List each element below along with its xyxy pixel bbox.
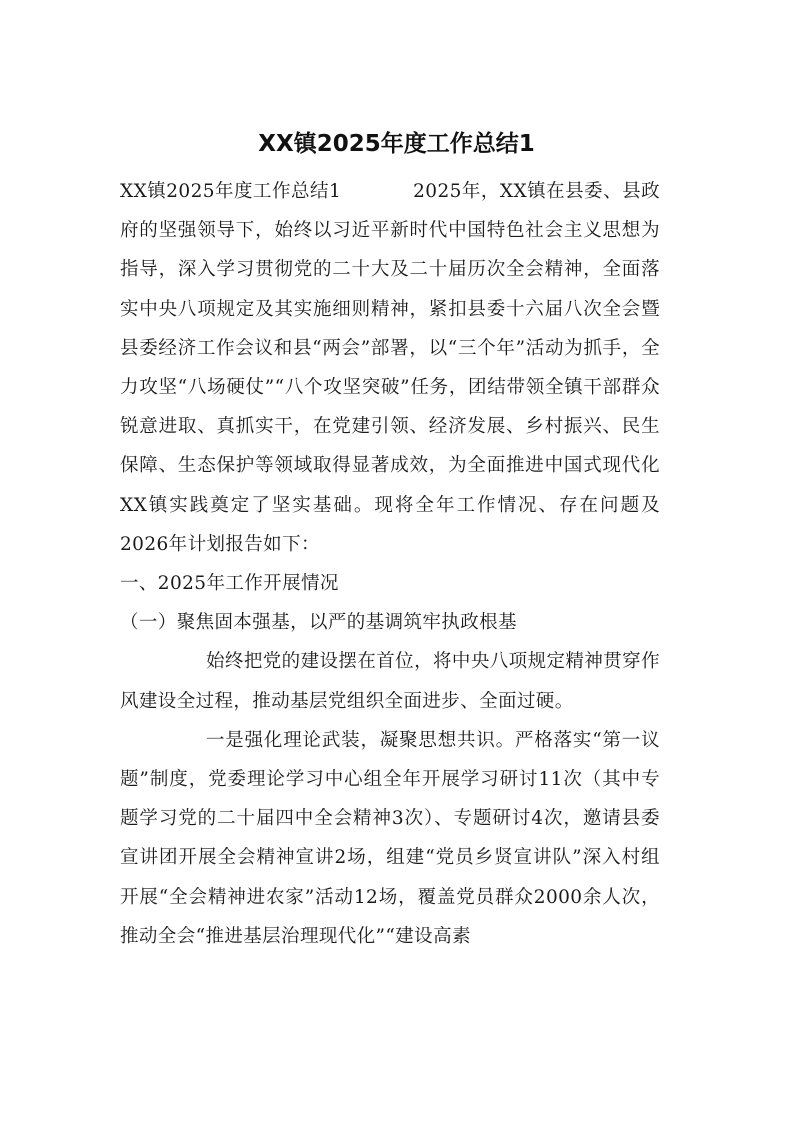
paragraph-2: 一是强化理论武装，凝聚思想共识。严格落实“第一议题”制度，党委理论学习中心组全年开展学习研讨11次（其中专题学习党的二十届四中全会精神3次）、专题研讨4次，邀请县委宣讲团开展全会精神宣讲2场，组建“党员乡贤宣讲队”深入村组开展“全会精神进农家”活动12场，覆盖党员群众2000余人次，推动全会“推进基层治理现代化”“建设高素 [120,729,660,947]
intro-paragraph [120,172,660,564]
intro-text: 2025年，XX镇在县委、县政府的坚强领导下，始终以习近平新时代中国特色社会主义思想为指导，深入学习贯彻党的二十大及二十届历次全会精神，全面落实中央八项规定及其实施细则精神，紧扣县委十六届八次全会暨县委经济工作会议和县“两会”部署，以“三个年”活动为抓手，全力攻坚“八场硬仗”“八个攻坚突破”任务，团结带领全镇干部群众锐意进取、真抓实干，在党建引领、经济发展、乡村振兴、民生保障、生态保护等领域取得显著成效，为全面推进中国式现代化XX镇实践奠定了坚实基础。现将全年工作情况、存在问题及2026年计划报告如下： [120,181,660,555]
intro-label: XX镇2025年度工作总结1 [120,181,342,202]
section-heading: 一、2025年工作开展情况 [120,573,339,595]
document-body [120,172,660,956]
subsection-heading: （一）聚焦固本强基，以严的基调筑牢执政根基 [120,612,517,634]
document-title: XX镇2025年度工作总结1 [258,131,535,157]
paragraph-1: 始终把党的建设摆在首位，将中央八项规定精神贯穿作风建设全过程，推动基层党组织全面进步、全面过硬。 [120,651,660,712]
